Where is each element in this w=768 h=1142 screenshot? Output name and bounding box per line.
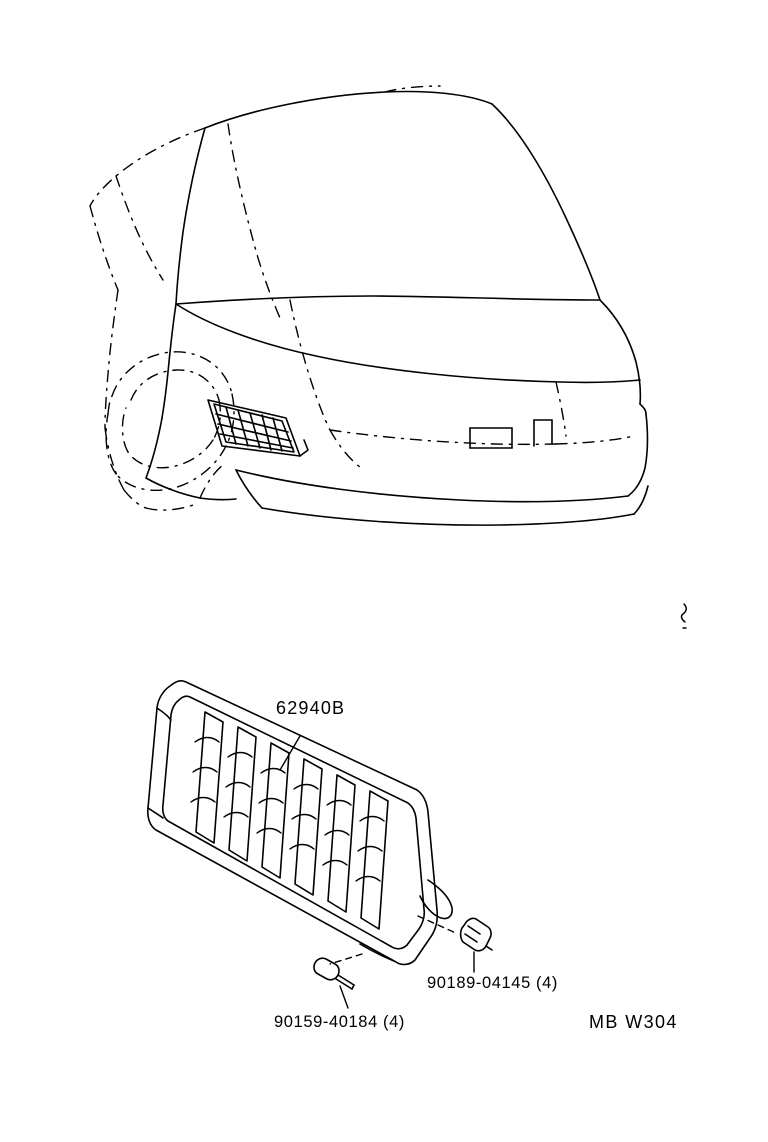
vehicle-outline: [146, 92, 648, 526]
reference-mark: [682, 604, 687, 628]
part-number-label-clip: 90189-04145 (4): [427, 974, 559, 992]
clip-fastener: [461, 918, 492, 950]
vehicle-hidden-lines: [90, 86, 634, 510]
leader-line-screw: [330, 954, 362, 964]
screw-fastener: [314, 958, 354, 989]
grille-assembly: [148, 681, 452, 965]
part-number-label-screw: 90159-40184 (4): [274, 1013, 406, 1031]
leader-line-part: [280, 736, 300, 770]
leader-line-screw-label: [340, 986, 348, 1008]
part-number-label-62940B: 62940B: [276, 698, 346, 718]
leader-line-clip: [418, 916, 458, 934]
installed-vent: [208, 400, 308, 456]
sheet-code-label: MB W304: [589, 1012, 678, 1032]
